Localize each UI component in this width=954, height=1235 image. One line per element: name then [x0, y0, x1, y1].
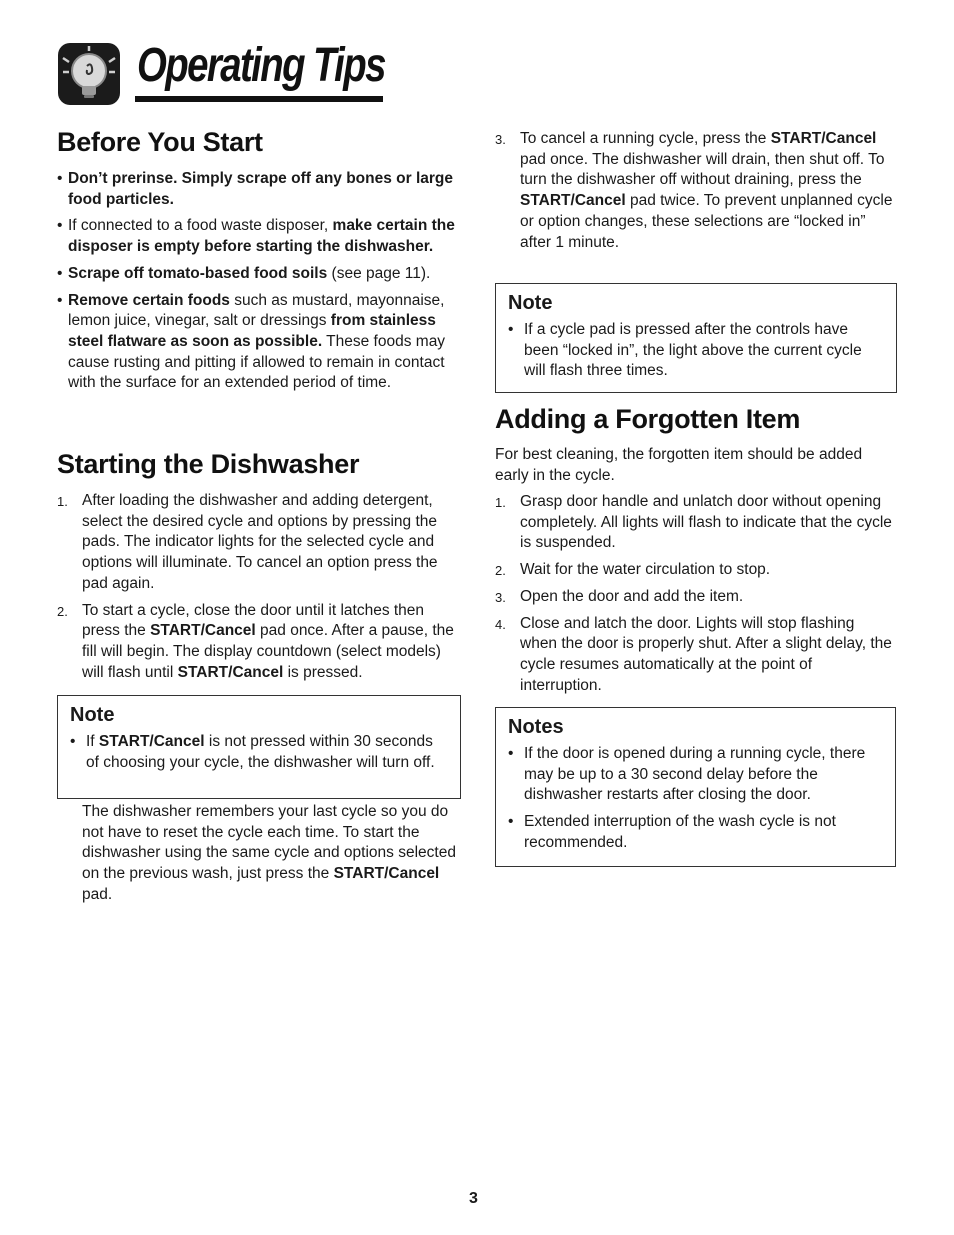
note-title: Note — [70, 704, 115, 726]
page-header — [57, 38, 387, 108]
before-you-start-heading: Before You Start — [57, 127, 263, 157]
starting-steps — [57, 491, 461, 689]
list-item: 2. Wait for the water circulation to stop. — [495, 561, 771, 579]
list-item: 1. After loading the dishwasher and adding detergent, select the desired cycle and options by pressing the pads. The indicator lights for the selected cycle and options will illuminate. To cancel an option press the pad again. — [57, 492, 438, 592]
cancel-step — [495, 129, 895, 259]
forgotten-item-heading: Adding a Forgotten Item — [495, 404, 801, 434]
list-item: • If the door is opened during a running cycle, there may be up to a 30 second delay before the dishwasher restarts after closing the door. — [508, 744, 883, 806]
remember-cycle-paragraph: The dishwasher remembers your last cycle so you do not have to reset the cycle each time. To start the dishwasher using the same cycle and options selected on the previous wash, just press the START/Cancel pad. — [82, 803, 456, 903]
note-list — [70, 732, 448, 773]
note-list — [508, 320, 884, 382]
list-item: 3. To cancel a running cycle, press the START/Cancel pad once. The dishwasher will drain, then shut off. To turn the dishwasher off without draining, press the START/Cancel pad twice. To prevent unplanned cycle or option changes, these selections are “locked in” after 1 minute. — [495, 130, 893, 251]
lightbulb-icon — [57, 42, 121, 106]
before-you-start-list — [57, 169, 461, 400]
forgotten-steps — [495, 492, 895, 702]
note-box — [57, 695, 461, 799]
list-item: • If a cycle pad is pressed after the controls have been “locked in”, the light above the current cycle will flash three times. — [508, 320, 884, 382]
forgotten-intro: For best cleaning, the forgotten item should be added early in the cycle. — [495, 446, 863, 484]
title-underline — [135, 96, 383, 102]
list-item: • Scrape off tomato-based food soils (see page 11). — [57, 264, 461, 285]
notes-title: Notes — [508, 716, 564, 738]
list-item: • Don’t prerinse. Simply scrape off any bones or large food particles. — [57, 169, 461, 210]
page-title: Operating Tips — [137, 39, 385, 92]
starting-heading: Starting the Dishwasher — [57, 449, 360, 479]
list-item: 3. Open the door and add the item. — [495, 587, 744, 605]
note-box — [495, 283, 897, 393]
notes-box — [495, 707, 896, 867]
notes-list — [508, 744, 883, 854]
list-item: • Remove certain foods such as mustard, mayonnaise, lemon juice, vinegar, salt or dressings from stainless steel flatware as soon as possible. These foods may cause rusting and pitting if allowed to remain in contact with the surface for an extended period of time. — [57, 291, 461, 395]
list-item: 4. Close and latch the door. Lights will stop flashing when the door is properly shut. After a slight delay, the cycle resumes automatically at the point of interruption. — [495, 614, 892, 694]
list-item: 2. To start a cycle, close the door until it latches then press the START/Cancel pad once. After a pause, the fill will begin. The display countdown (select models) will flash until START/Cancel is pressed. — [57, 601, 454, 681]
list-item: 1. Grasp door handle and unlatch door without opening completely. All lights will flash to indicate that the cycle is suspended. — [495, 493, 892, 552]
list-item: • If START/Cancel is not pressed within 30 seconds of choosing your cycle, the dishwasher will turn off. — [70, 732, 448, 773]
list-item: • Extended interruption of the wash cycle is not recommended. — [508, 812, 883, 853]
note-title: Note — [508, 292, 553, 314]
page-number: 3 — [469, 1190, 478, 1207]
list-item: • If connected to a food waste disposer, make certain the disposer is empty before starting the dishwasher. — [57, 216, 461, 257]
